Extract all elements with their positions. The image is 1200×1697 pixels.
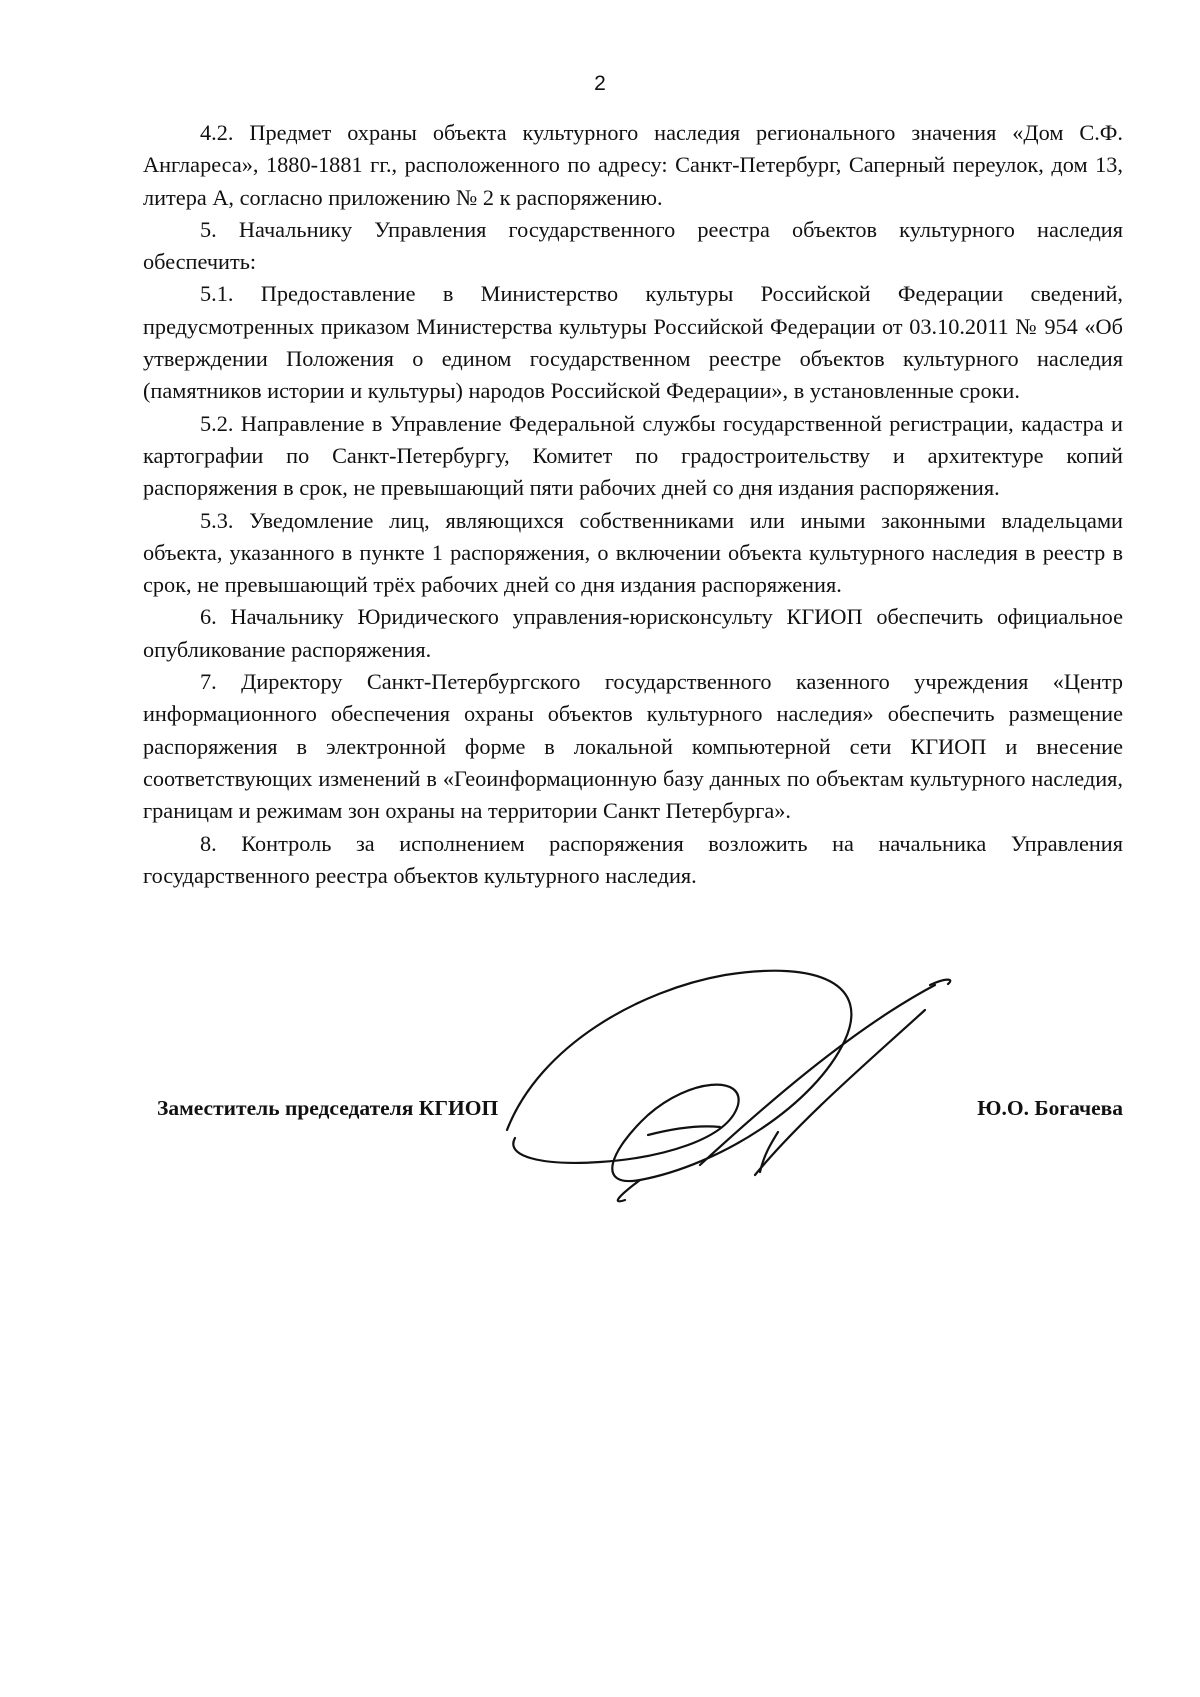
paragraph-5: 5. Начальнику Управления государственного реестра объектов культурного наследия обеспечить: <box>143 216 1123 275</box>
signatory-title: Заместитель председателя КГИОП <box>157 1096 499 1120</box>
paragraph-7: 7. Директору Санкт-Петербургского государственного казенного учреждения «Центр информационного обеспечения охраны объектов культурного наследия» обеспечить размещение распоряжения в электронной форме в локальной компьютерной сети КГИОП и внесение соответствующих изменений в «Геоинформационную базу данных по объектам культурного наследия, границам и режимам зон охраны на территории Санкт Петербурга». <box>143 669 1123 824</box>
paragraph-5-3: 5.3. Уведомление лиц, являющихся собственниками или иными законными владельцами объекта, указанного в пункте 1 распоряжения, о включении объекта культурного наследия в реестр в срок, не превышающий трёх рабочих дней со дня издания распоряжения. <box>143 507 1123 598</box>
signatory-name: Ю.О. Богачева <box>977 1096 1123 1120</box>
page-number: 2 <box>594 72 606 95</box>
paragraph-6: 6. Начальнику Юридического управления-юрисконсульту КГИОП обеспечить официальное опубликование распоряжения. <box>143 604 1123 662</box>
signature-block <box>157 1096 1123 1136</box>
paragraph-8: 8. Контроль за исполнением распоряжения возложить на начальника Управления государственного реестра объектов культурного наследия. <box>143 830 1123 888</box>
document-body <box>143 117 1123 892</box>
paragraph-5-2: 5.2. Направление в Управление Федеральной службы государственной регистрации, кадастра и картографии по Санкт-Петербургу, Комитет по градостроительству и архитектуре копий распоряжения в срок, не превышающий пяти рабочих дней со дня издания распоряжения. <box>143 410 1123 501</box>
paragraph-4-2: 4.2. Предмет охраны объекта культурного наследия регионального значения «Дом С.Ф. Англареса», 1880-1881 гг., расположенного по адресу: Санкт-Петербург, Саперный переулок, дом 13, литера А, согласно приложению № 2 к распоряжению. <box>143 120 1123 210</box>
paragraph-5-1: 5.1. Предоставление в Министерство культуры Российской Федерации сведений, предусмотренных приказом Министерства культуры Российской Федерации от 03.10.2011 № 954 «Об утверждении Положения о едином государственном реестре объектов культурного наследия (памятников истории и культуры) народов Российской Федерации», в установленные сроки. <box>143 281 1123 404</box>
